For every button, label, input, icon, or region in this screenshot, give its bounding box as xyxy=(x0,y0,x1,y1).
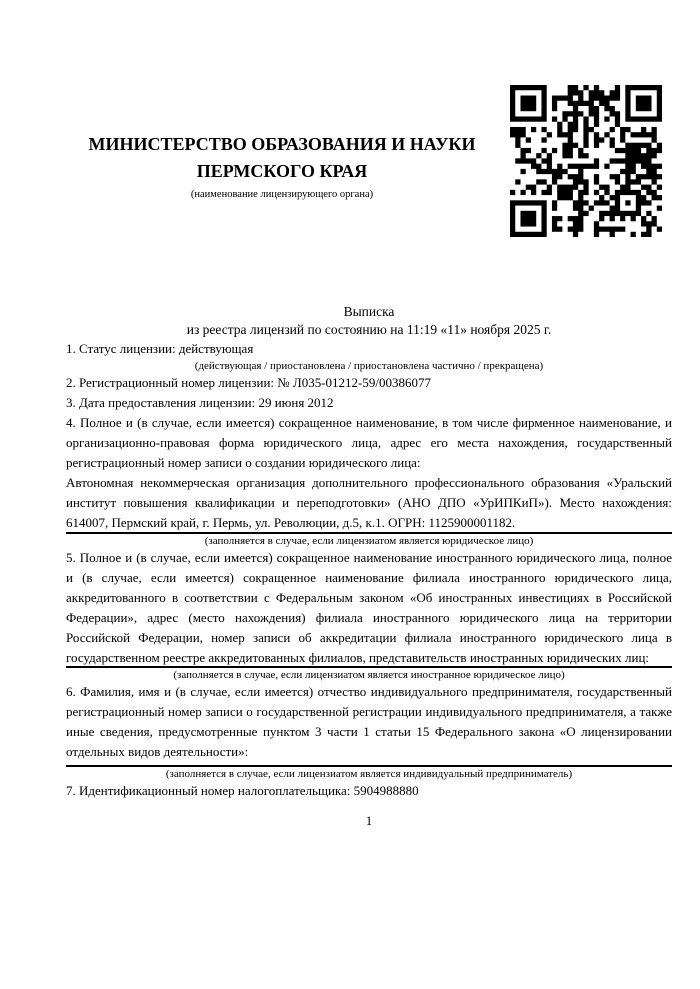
ministry-name-line1: МИНИСТЕРСТВО ОБРАЗОВАНИЯ И НАУКИ xyxy=(88,134,476,154)
page-number: 1 xyxy=(365,813,373,828)
item-grant-date: 3. Дата предоставления лицензии: 29 июня 2012 xyxy=(66,395,334,410)
licensing-authority-header xyxy=(60,131,504,201)
document-title-line2: из реестра лицензий по состоянию на 11:19 «11» ноября 2025 г. xyxy=(186,322,552,337)
item-foreign-entity-label: 5. Полное и (в случае, если имеется) сокращенное наименование иностранного юридического лица, полное и (в случае, если имеется) сокращенное наименование филиала иностранного юридического лица, аккредитованного в соответствии с Федеральным законом «Об иностранных инвестициях в Российской Федерации», адрес (место нахождения) филиала иностранного юридического лица на территории Российской Федерации, номер записи об аккредитации филиала иностранного юридического лица в государственном реестре аккредитованных филиалов, представительств иностранных юридических лиц: xyxy=(66,550,672,665)
qr-code xyxy=(510,85,662,237)
item-foreign-entity-note: (заполняется в случае, если лицензиатом является иностранное юридическое лицо) xyxy=(173,669,565,681)
item-legal-entity-label: 4. Полное и (в случае, если имеется) сокращенное наименование, в том числе фирменное наименование, и организационно-правовая форма юридического лица, адрес его места нахождения, государственный регистрационный номер записи о создании юридического лица: xyxy=(66,415,672,470)
item-legal-entity-note: (заполняется в случае, если лицензиатом является юридическое лицо) xyxy=(204,535,534,547)
item-legal-entity-value: Автономная некоммерческая организация дополнительного профессионального образования «Уральский институт повышения квалификации и переподготовки» (АНО ДПО «УрИПКиП»). Место нахождения: 614007, Пермский край, г. Пермь, ул. Революции, д.5, к.1. ОГРН: 1125900001182. xyxy=(66,475,672,530)
item-taxpayer-number: 7. Идентификационный номер налогоплательщика: 5904988880 xyxy=(66,783,419,798)
document-body xyxy=(66,303,672,831)
document-title xyxy=(66,303,672,339)
item-license-status: 1. Статус лицензии: действующая xyxy=(66,341,254,356)
item-registration-number: 2. Регистрационный номер лицензии: № Л035-01212-59/00386077 xyxy=(66,375,432,390)
ministry-name-line2: ПЕРМСКОГО КРАЯ xyxy=(196,161,368,181)
item-individual-entrepreneur-note: (заполняется в случае, если лицензиатом является индивидуальный предприниматель) xyxy=(165,768,573,780)
document-title-line1: Выписка xyxy=(343,304,395,319)
item-license-status-note: (действующая / приостановлена / приостановлена частично / прекращена) xyxy=(194,360,544,372)
ministry-caption: (наименование лицензирующего органа) xyxy=(190,189,374,200)
item-individual-entrepreneur-label: 6. Фамилия, имя и (в случае, если имеется) отчество индивидуального предпринимателя, государственный регистрационный номер записи о государственной регистрации индивидуального предпринимателя, а также иные сведения, предусмотренные пунктом 3 части 1 статьи 15 Федерального закона «О лицензировании отдельных видов деятельности»: xyxy=(66,684,672,759)
